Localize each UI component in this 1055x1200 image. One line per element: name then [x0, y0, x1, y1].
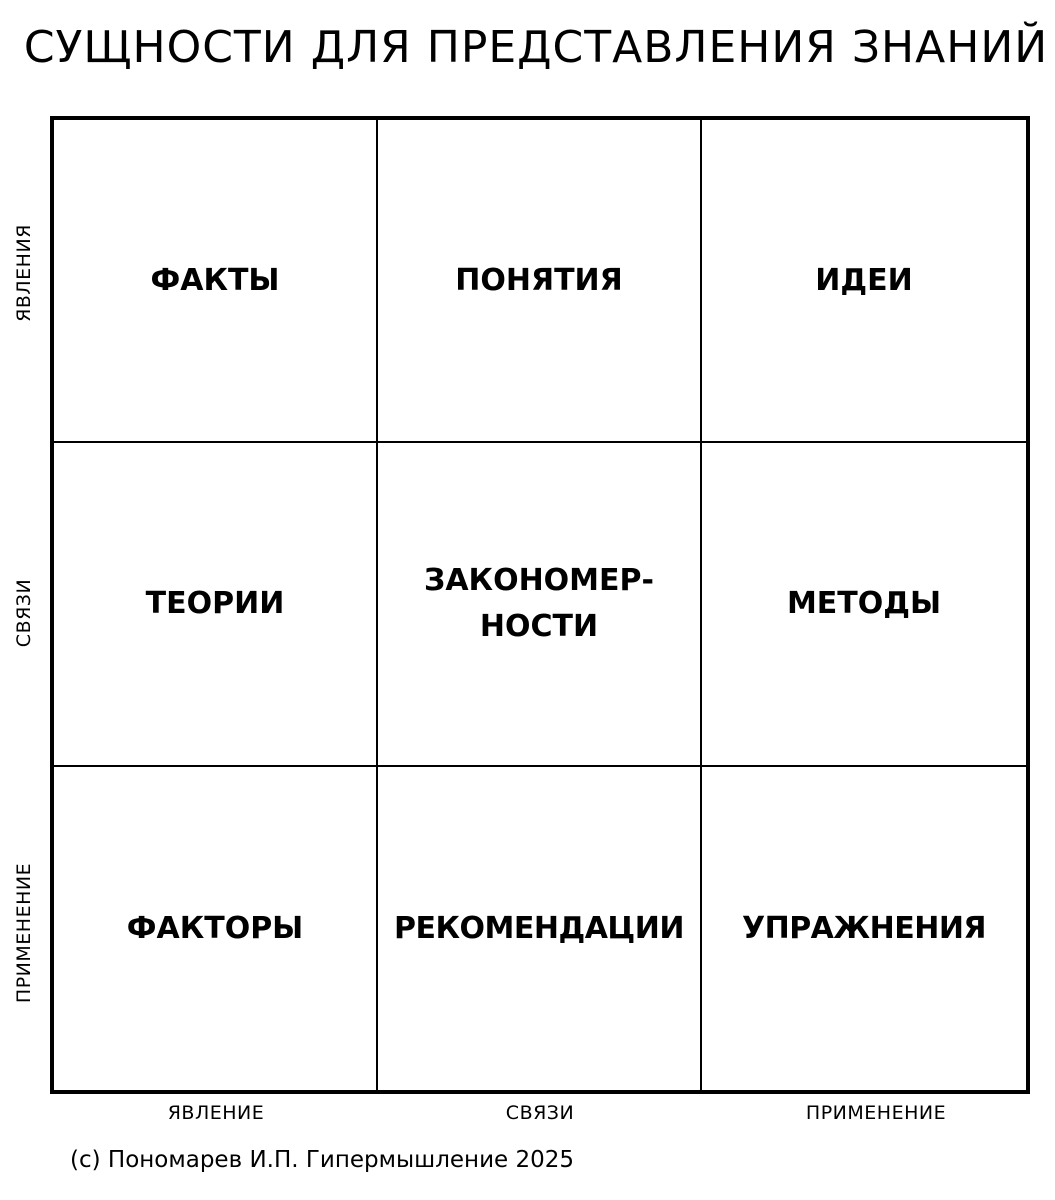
copyright-credit: (с) Пономарев И.П. Гипермышление 2025 — [70, 1147, 575, 1173]
cell-concepts: ПОНЯТИЯ — [378, 120, 702, 443]
cell-theories: ТЕОРИИ — [54, 443, 378, 767]
diagram-title: СУЩНОСТИ ДЛЯ ПРЕДСТАВЛЕНИЯ ЗНАНИЙ — [23, 22, 1049, 73]
cell-methods: МЕТОДЫ — [702, 443, 1026, 767]
cell-exercises: УПРАЖНЕНИЯ — [741, 910, 987, 946]
column-label-relations: СВЯЗИ — [505, 1102, 575, 1124]
column-label-phenomenon: ЯВЛЕНИЕ — [167, 1102, 265, 1124]
cell-regularities: ЗАКОНОМЕР- НОСТИ — [378, 443, 702, 767]
cell-factors: ФАКТОРЫ — [54, 767, 378, 1090]
cell-recommendations: РЕКОМЕНДАЦИИ — [378, 767, 702, 1090]
cell-facts: ФАКТЫ — [54, 120, 378, 443]
knowledge-matrix — [50, 116, 1030, 1094]
column-label-application: ПРИМЕНЕНИЕ — [805, 1102, 947, 1124]
cell-ideas: ИДЕИ — [702, 120, 1026, 443]
